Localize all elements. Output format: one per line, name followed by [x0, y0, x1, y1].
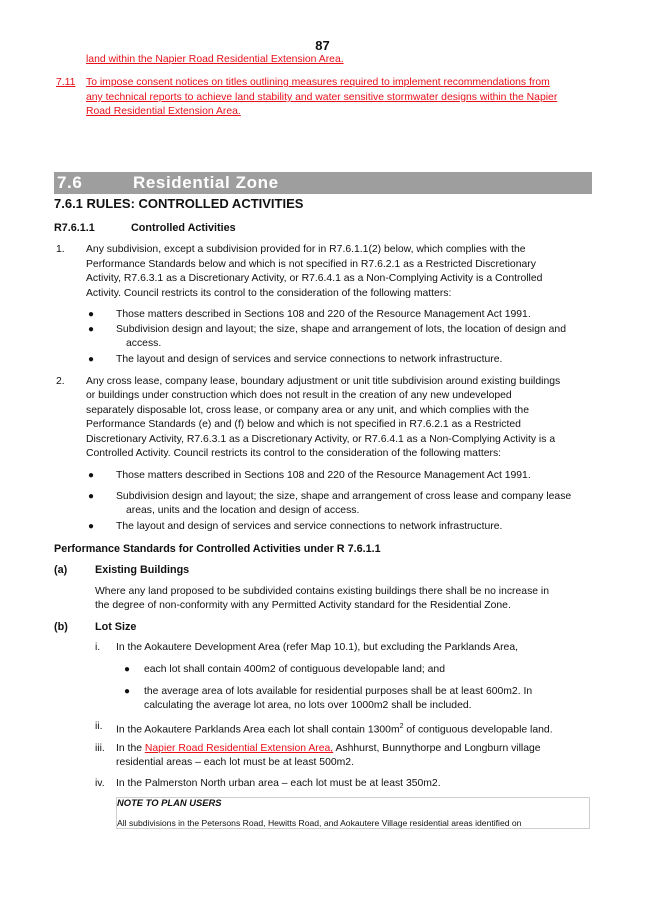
item-i-text: In the Aokautere Development Area (refer Map 10.1), but excluding the Parklands Area, — [116, 642, 519, 653]
clause-2-bullet: The layout and design of services and service connections to network infrastructure. — [116, 521, 503, 532]
clause-2-number: 2. — [56, 376, 65, 387]
clause-2-bullet: Subdivision design and layout; the size, shape and arrangement of cross lease and company lease — [116, 491, 572, 502]
standard-a-line: Where any land proposed to be subdivided contains existing buildings there shall be no increase in — [95, 586, 550, 597]
clause-1-line: Performance Standards below and which is not specified in R7.6.2.1 as a Restricted Discretionary — [86, 259, 536, 270]
note-title: NOTE TO PLAN USERS — [117, 797, 222, 808]
item-i-bullet: each lot shall contain 400m2 of contiguous developable land; and — [144, 664, 445, 675]
standard-b-label: (b) — [54, 621, 68, 633]
item-ii-number: ii. — [95, 721, 103, 732]
standard-a-label: (a) — [54, 564, 68, 576]
clause-2-line: or buildings under construction which does not result in the creation of any new undeveloped — [86, 390, 512, 401]
clause-1-bullet: The layout and design of services and service connections to network infrastructure. — [116, 354, 503, 365]
bullet-icon: ● — [88, 324, 95, 335]
clause-2-line: separately disposable lot, cross lease, or company area or any unit, and which complies with the — [86, 405, 529, 416]
clause-2-bullet: Those matters described in Sections 108 and 220 of the Resource Management Act 1991. — [116, 470, 531, 481]
item-711-number: 7.11 — [56, 77, 76, 88]
bullet-icon: ● — [88, 470, 95, 481]
clause-2-line: Discretionary Activity, R7.6.3.1 as a Discretionary Activity, or R7.6.4.1 as a Non-Complying Activity is a — [86, 434, 556, 445]
item-iii-text: In the Napier Road Residential Extension Area, Ashhurst, Bunnythorpe and Longburn village — [116, 743, 541, 754]
clause-2-bullet-cont: areas, units and the location and design of access. — [126, 505, 360, 516]
item-iii-number: iii. — [95, 743, 105, 754]
clause-2-line: Performance Standards (e) and (f) below and which is not specified in R7.6.2.1 as a Restricted — [86, 419, 521, 430]
clause-1-number: 1. — [56, 244, 65, 255]
note-text: All subdivisions in the Petersons Road, Hewitts Road, and Aokautere Village residential areas identified on — [117, 818, 522, 828]
page-number: 87 — [315, 38, 330, 53]
item-i-bullet-cont: calculating the average lot area, no lots over 1000m2 shall be included. — [144, 700, 472, 711]
clause-1-bullet: Subdivision design and layout; the size, shape and arrangement of lots, the location of design and — [116, 324, 566, 335]
bullet-icon: ● — [88, 521, 95, 532]
item-711-line: Road Residential Extension Area. — [86, 106, 241, 117]
item-iv-text: In the Palmerston North urban area – each lot must be at least 350m2. — [116, 778, 441, 789]
bullet-icon: ● — [124, 686, 131, 697]
bullet-icon: ● — [88, 491, 95, 502]
clause-2-line: Any cross lease, company lease, boundary adjustment or unit title subdivision around existing buildings — [86, 376, 561, 387]
clause-2-line: Controlled Activity. Council restricts its control to the consideration of the following matters: — [86, 448, 502, 459]
clause-1-line: Activity. Council restricts its control to the consideration of the following matters: — [86, 288, 452, 299]
subsection-heading: 7.6.1 RULES: CONTROLLED ACTIVITIES — [54, 196, 304, 211]
item-ii-text: In the Aokautere Parklands Area each lot shall contain $1300m^2$ of contiguous developable land. — [116, 723, 553, 736]
standard-a-title: Existing Buildings — [95, 564, 190, 576]
clause-1-line: Any subdivision, except a subdivision provided for in R7.6.1.1(2) below, which complies with the — [86, 244, 526, 255]
clause-1-line: Activity, R7.6.3.1 as a Discretionary Activity, or R7.6.4.1 as a Non-Complying Activity is a Controlled — [86, 273, 543, 284]
napier-road-extension-reference: Napier Road Residential Extension Area, — [144, 743, 334, 754]
rule-title: Controlled Activities — [131, 222, 236, 234]
clause-1-bullet-cont: access. — [126, 338, 162, 349]
section-title: Residential Zone — [133, 173, 279, 192]
section-heading-bar — [54, 172, 592, 194]
bullet-icon: ● — [88, 309, 95, 320]
item-711-line: any technical reports to achieve land stability and water sensitive stormwater designs within the Napier — [86, 92, 558, 103]
bullet-icon: ● — [88, 354, 95, 365]
rule-number: R7.6.1.1 — [54, 222, 95, 234]
performance-standards-heading: Performance Standards for Controlled Activities under R 7.6.1.1 — [54, 543, 381, 555]
item-iii-text-cont: residential areas – each lot must be at least 500m2. — [116, 757, 354, 768]
item-iv-number: iv. — [95, 778, 105, 789]
standard-a-line: the degree of non-conformity with any Permitted Activity standard for the Residential Zone. — [95, 600, 511, 611]
clause-1-bullet: Those matters described in Sections 108 and 220 of the Resource Management Act 1991. — [116, 309, 531, 320]
carry-over-line: land within the Napier Road Residential Extension Area. — [86, 54, 344, 65]
section-number: 7.6 — [57, 173, 83, 192]
item-i-number: i. — [95, 642, 101, 653]
item-i-bullet: the average area of lots available for residential purposes shall be at least 600m2. In — [144, 686, 533, 697]
item-711-line: To impose consent notices on titles outlining measures required to implement recommendations from — [86, 77, 550, 88]
bullet-icon: ● — [124, 664, 131, 675]
standard-b-title: Lot Size — [95, 621, 137, 633]
